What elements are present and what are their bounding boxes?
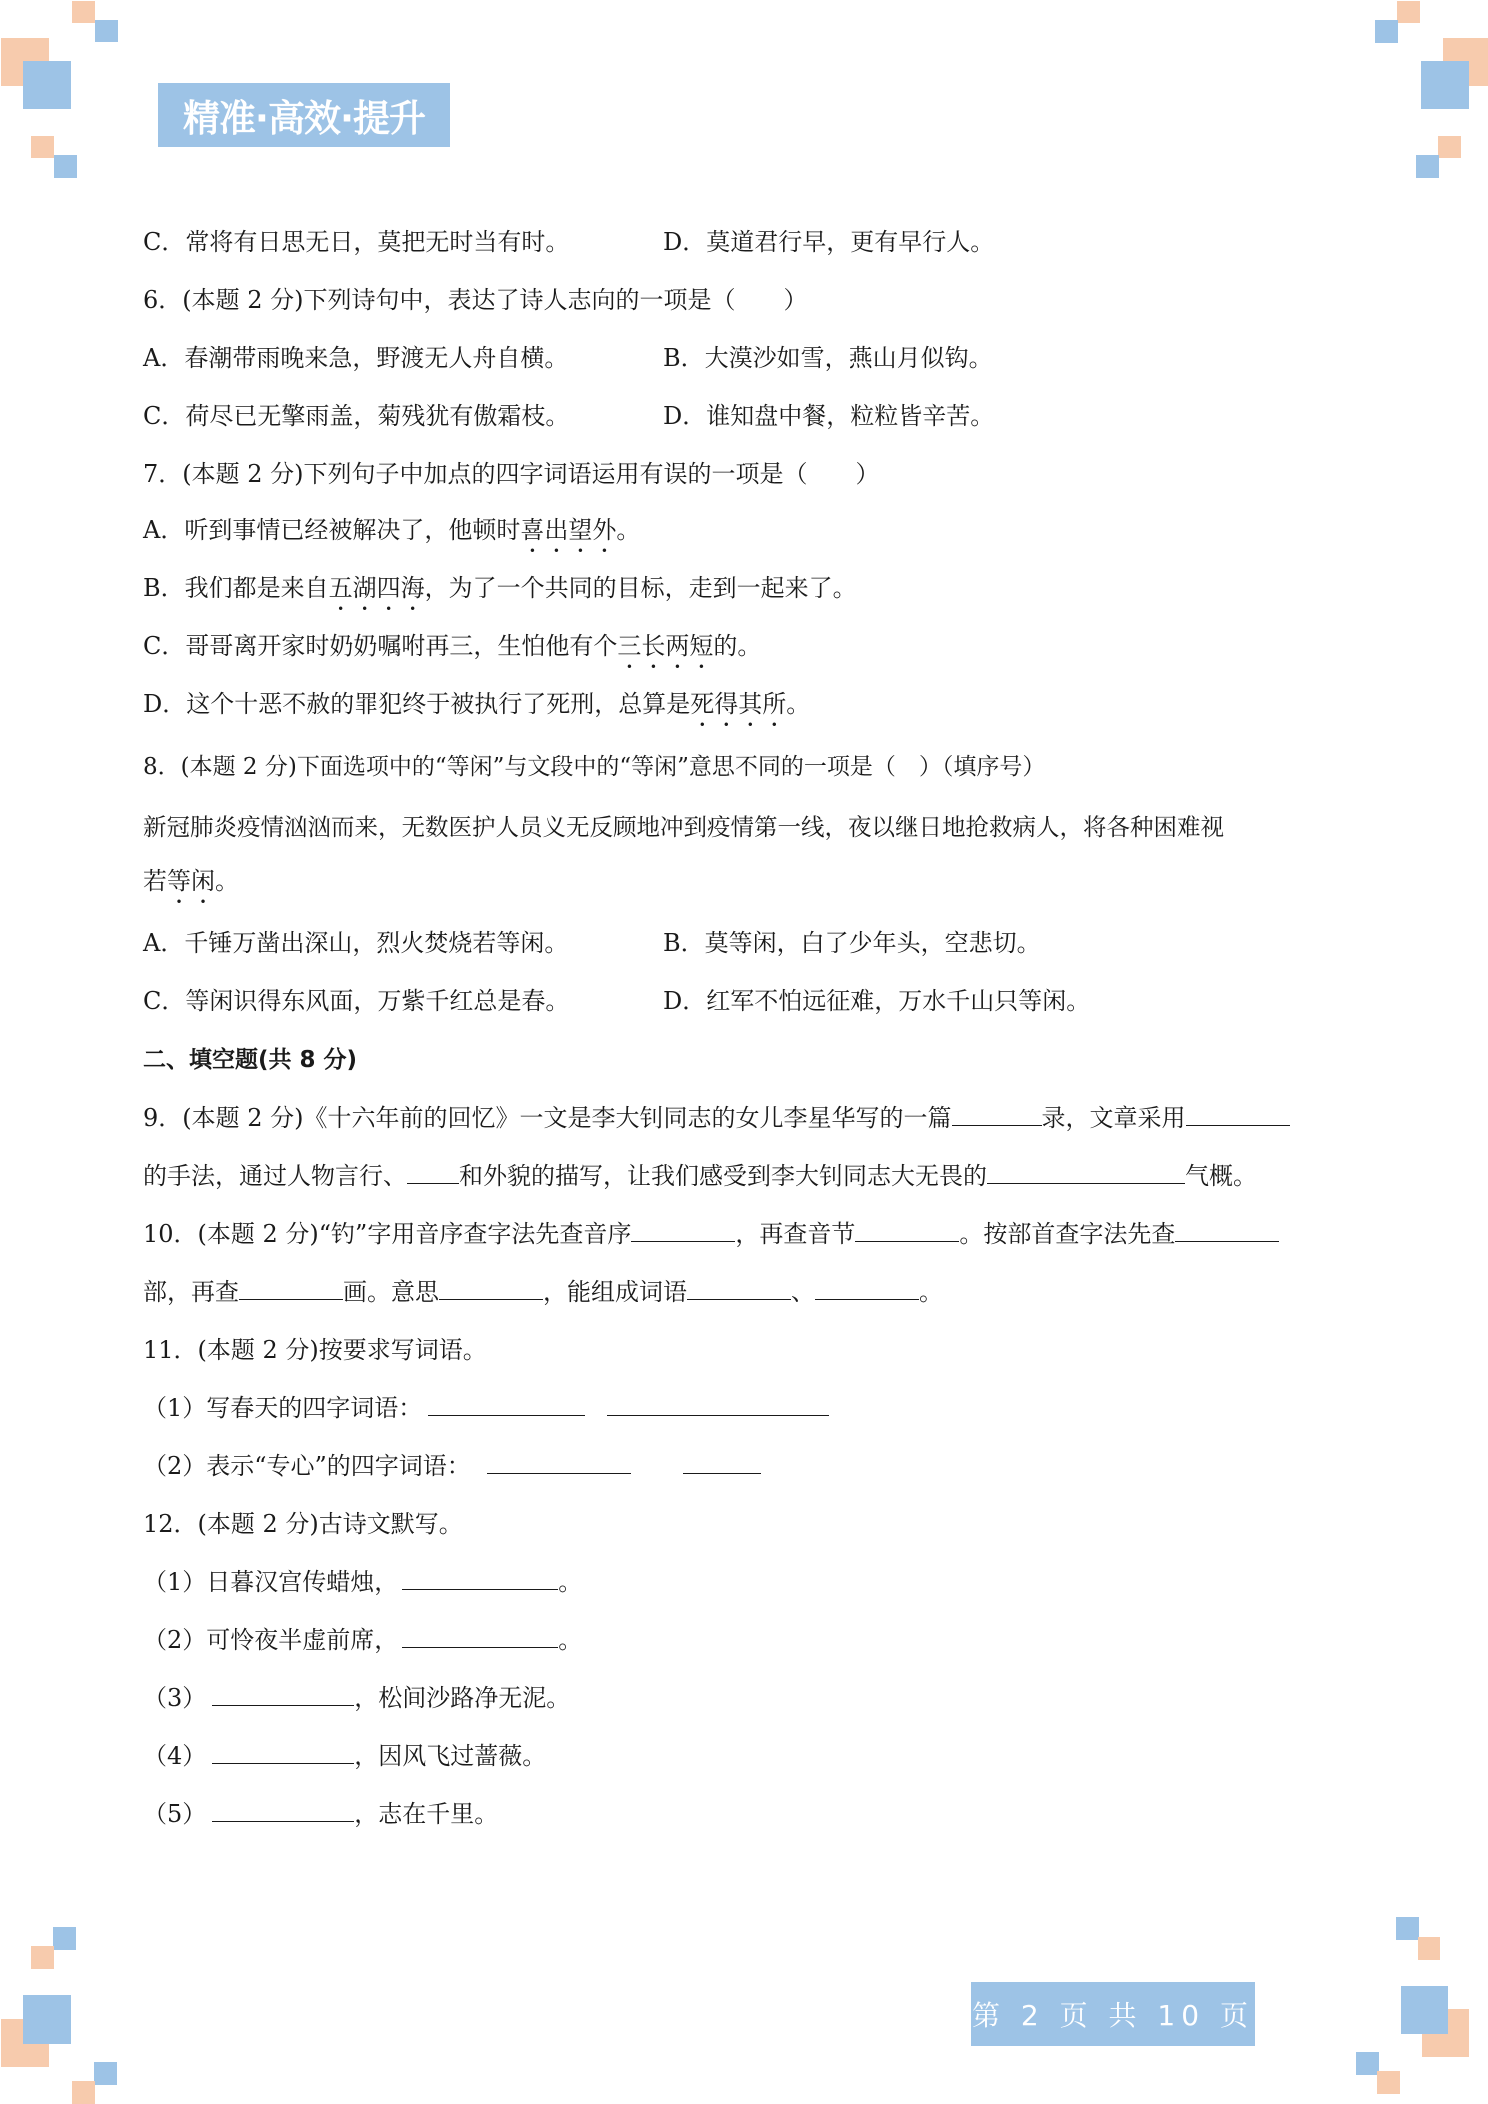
option-text: 。 <box>616 516 641 544</box>
question-text: 9．(本题 2 分)《十六年前的回忆》一文是李大钊同志的女儿李星华写的一篇 <box>143 1104 952 1132</box>
fill-blank[interactable] <box>439 1277 543 1300</box>
question-text: 、 <box>791 1278 815 1306</box>
q9-line2 <box>143 1161 1257 1191</box>
question-text: （1）日暮汉宫传蜡烛， <box>143 1568 399 1596</box>
q12-item-3 <box>143 1683 570 1713</box>
decor-square <box>1421 61 1469 109</box>
fill-blank[interactable] <box>402 1567 558 1590</box>
option-text: B．我们都是来自 <box>143 574 329 602</box>
question-text: 。 <box>558 1626 583 1654</box>
q7-stem: 7．(本题 2 分)下列句子中加点的四字词语运用有误的一项是（ ） <box>143 460 880 488</box>
fill-blank[interactable] <box>239 1277 343 1300</box>
q5-option-c: C．常将有日思无日，莫把无时当有时。 <box>143 228 570 256</box>
emphasized-word: 等闲 <box>167 867 215 895</box>
fill-blank[interactable] <box>1175 1219 1279 1242</box>
option-text: ，为了一个共同的目标，走到一起来了。 <box>424 574 857 602</box>
question-text: ，再查音节 <box>735 1220 856 1248</box>
question-text: 气概。 <box>1185 1162 1257 1190</box>
option-text: C．哥哥离开家时奶奶嘱咐再三，生怕他有个 <box>143 632 618 660</box>
decor-square <box>23 1995 71 2044</box>
decor-square <box>1375 20 1398 43</box>
q6-option-d: D．谁知盘中餐，粒粒皆辛苦。 <box>663 402 995 430</box>
question-text: ，因风飞过蔷薇。 <box>354 1742 547 1770</box>
fill-blank[interactable] <box>1186 1103 1290 1126</box>
q8-option-a: A．千锤万凿出深山，烈火焚烧若等闲。 <box>143 929 569 957</box>
q5-option-d: D．莫道君行早，更有早行人。 <box>663 228 995 256</box>
fill-blank[interactable] <box>607 1393 829 1416</box>
decor-square <box>53 1927 76 1950</box>
fill-blank[interactable] <box>402 1625 558 1648</box>
q12-item-1 <box>143 1567 582 1597</box>
decor-square <box>1401 1986 1448 2034</box>
q12-item-5 <box>143 1799 498 1829</box>
emphasized-idiom: 死得其所 <box>690 690 787 718</box>
passage-text: 。 <box>215 867 239 895</box>
question-text: 。 <box>919 1278 943 1306</box>
q7-option-d <box>143 689 810 732</box>
decor-square <box>54 155 77 178</box>
decor-square <box>1397 1 1420 23</box>
question-text: 部，再查 <box>143 1278 239 1306</box>
fill-blank[interactable] <box>487 1451 631 1474</box>
question-text: ，松间沙路净无泥。 <box>354 1684 571 1712</box>
q8-passage-line2 <box>143 866 239 909</box>
question-text: ，能组成词语 <box>543 1278 687 1306</box>
q6-option-a: A．春潮带雨晚来急，野渡无人舟自横。 <box>143 344 569 372</box>
q8-options-ab <box>143 928 1041 958</box>
fill-blank[interactable] <box>212 1799 354 1822</box>
decor-square <box>95 20 118 42</box>
q8-option-c: C．等闲识得东风面，万紫千红总是春。 <box>143 987 570 1015</box>
decor-square <box>1377 2071 1400 2094</box>
header-banner <box>158 83 450 147</box>
q11-part2 <box>143 1451 761 1481</box>
q11-part1 <box>143 1393 829 1423</box>
q12-item-4 <box>143 1741 546 1771</box>
question-text: 和外貌的描写，让我们感受到李大钊同志大无畏的 <box>459 1162 987 1190</box>
q6-option-c: C．荷尽已无擎雨盖，菊残犹有傲霜枝。 <box>143 402 570 430</box>
decor-square <box>1416 155 1439 178</box>
fill-blank[interactable] <box>631 1219 735 1242</box>
passage-text: 若 <box>143 867 167 895</box>
decor-square <box>1396 1917 1419 1940</box>
question-text: 画。意思 <box>343 1278 439 1306</box>
page-number-banner <box>971 1982 1255 2046</box>
decor-square <box>72 2081 95 2104</box>
fill-blank[interactable] <box>683 1451 761 1474</box>
decor-square <box>1418 1937 1440 1960</box>
fill-blank[interactable] <box>212 1683 354 1706</box>
fill-blank[interactable] <box>428 1393 585 1416</box>
q8-stem: 8．(本题 2 分)下面选项中的“等闲”与文段中的“等闲”意思不同的一项是（ ）（填序号） <box>143 754 1046 780</box>
q10-line2 <box>143 1277 943 1307</box>
header-banner-text: 精准·高效·提升 <box>182 97 426 140</box>
option-text: 。 <box>786 690 811 718</box>
question-text: （3） <box>143 1684 207 1712</box>
option-text: A．听到事情已经被解决了，他顿时 <box>143 516 521 544</box>
decor-square <box>94 2062 117 2085</box>
q12-item-2 <box>143 1625 582 1655</box>
q7-option-a <box>143 515 640 558</box>
question-text: （1）写春天的四字词语： <box>143 1394 423 1422</box>
fill-blank[interactable] <box>212 1741 354 1764</box>
fill-blank[interactable] <box>407 1161 459 1184</box>
q10-line1 <box>143 1219 1279 1249</box>
decor-square <box>1356 2052 1379 2075</box>
option-text: 的。 <box>713 632 762 660</box>
q5-options-cd <box>143 227 995 257</box>
q8-option-b: B．莫等闲，白了少年头，空悲切。 <box>663 929 1041 957</box>
q8-option-d: D．红军不怕远征难，万水千山只等闲。 <box>663 987 1091 1015</box>
decor-square <box>23 61 71 109</box>
question-text: （4） <box>143 1742 207 1770</box>
fill-blank[interactable] <box>855 1219 959 1242</box>
question-text: ，志在千里。 <box>354 1800 499 1828</box>
question-text: 。按部首查字法先查 <box>959 1220 1176 1248</box>
q12-stem: 12．(本题 2 分)古诗文默写。 <box>143 1510 463 1538</box>
fill-blank[interactable] <box>687 1277 791 1300</box>
option-text: D．这个十恶不赦的罪犯终于被执行了死刑，总算是 <box>143 690 691 718</box>
q9-line1 <box>143 1103 1290 1133</box>
q8-passage-line1: 新冠肺炎疫情汹汹而来，无数医护人员义无反顾地冲到疫情第一线，夜以继日地抢救病人，将各种困难视 <box>143 813 1224 841</box>
fill-blank[interactable] <box>987 1161 1185 1184</box>
q7-option-b <box>143 573 857 616</box>
q7-option-c <box>143 631 761 674</box>
decor-square <box>1438 136 1461 158</box>
q6-stem: 6．(本题 2 分)下列诗句中，表达了诗人志向的一项是（ ） <box>143 286 808 314</box>
section-title: 二、填空题(共 8 分) <box>143 1047 358 1073</box>
q6-options-cd <box>143 401 995 431</box>
question-text: （2）表示“专心”的四字词语： <box>143 1452 471 1480</box>
question-text: 10．(本题 2 分)“钓”字用音序查字法先查音序 <box>143 1220 632 1248</box>
emphasized-idiom: 喜出望外 <box>520 516 617 544</box>
question-text: （2）可怜夜半虚前席， <box>143 1626 399 1654</box>
question-text: 录，文章采用 <box>1041 1104 1186 1132</box>
decor-square <box>31 136 54 158</box>
q6-option-b: B．大漠沙如雪，燕山月似钩。 <box>663 344 993 372</box>
emphasized-idiom: 三长两短 <box>617 632 714 660</box>
page-number-text: 第 2 页 共 10 页 <box>972 1999 1254 2032</box>
fill-blank[interactable] <box>952 1103 1042 1126</box>
q8-options-cd <box>143 986 1091 1016</box>
question-text: （5） <box>143 1800 207 1828</box>
q11-stem: 11．(本题 2 分)按要求写词语。 <box>143 1336 487 1364</box>
emphasized-idiom: 五湖四海 <box>328 574 425 602</box>
decor-square <box>31 1946 54 1969</box>
decor-square <box>72 1 95 23</box>
question-text: 。 <box>558 1568 583 1596</box>
question-text: 的手法，通过人物言行、 <box>143 1162 407 1190</box>
q6-options-ab <box>143 343 993 373</box>
fill-blank[interactable] <box>815 1277 919 1300</box>
